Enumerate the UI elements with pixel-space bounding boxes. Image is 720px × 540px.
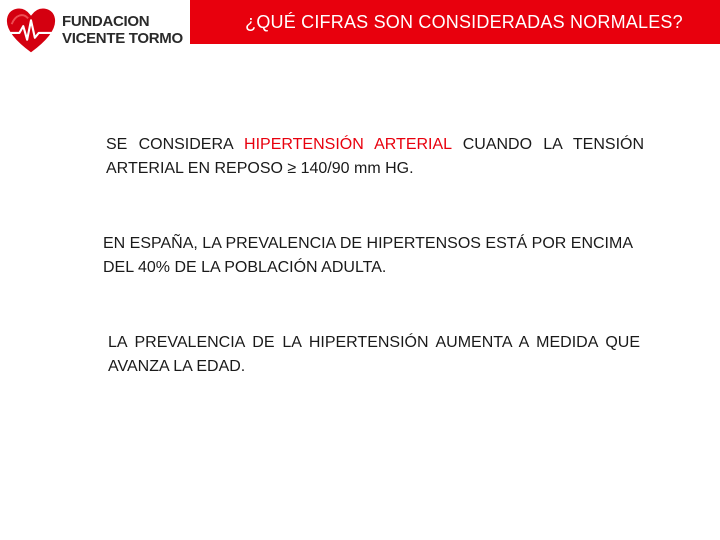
logo-line-2: VICENTE TORMO bbox=[62, 30, 183, 47]
heart-ecg-icon bbox=[2, 1, 60, 59]
foundation-logo bbox=[0, 0, 190, 60]
logo-text bbox=[62, 13, 183, 47]
paragraph-1-part-1: SE CONSIDERA bbox=[106, 136, 245, 153]
paragraph-spain-prevalence: EN ESPAÑA, LA PREVALENCIA DE HIPERTENSOS ESTÁ POR ENCIMA DEL 40% DE LA POBLACIÓN ADULTA. bbox=[103, 235, 633, 276]
paragraph-1-highlight: HIPERTENSIÓN ARTERIAL bbox=[244, 136, 452, 153]
title-bar bbox=[190, 0, 720, 44]
logo-line-1: FUNDACION bbox=[62, 13, 150, 30]
slide-title: ¿QUÉ CIFRAS SON CONSIDERADAS NORMALES? bbox=[245, 11, 683, 32]
paragraph-age-prevalence: LA PREVALENCIA DE LA HIPERTENSIÓN AUMENTA A MEDIDA QUE AVANZA LA EDAD. bbox=[108, 334, 640, 375]
paragraph-hypertension-definition bbox=[106, 133, 644, 181]
paragraph-1-part-2: CUANDO LA TENSIÓN ARTERIAL EN REPOSO ≥ 140/90 mm HG. bbox=[106, 136, 645, 177]
